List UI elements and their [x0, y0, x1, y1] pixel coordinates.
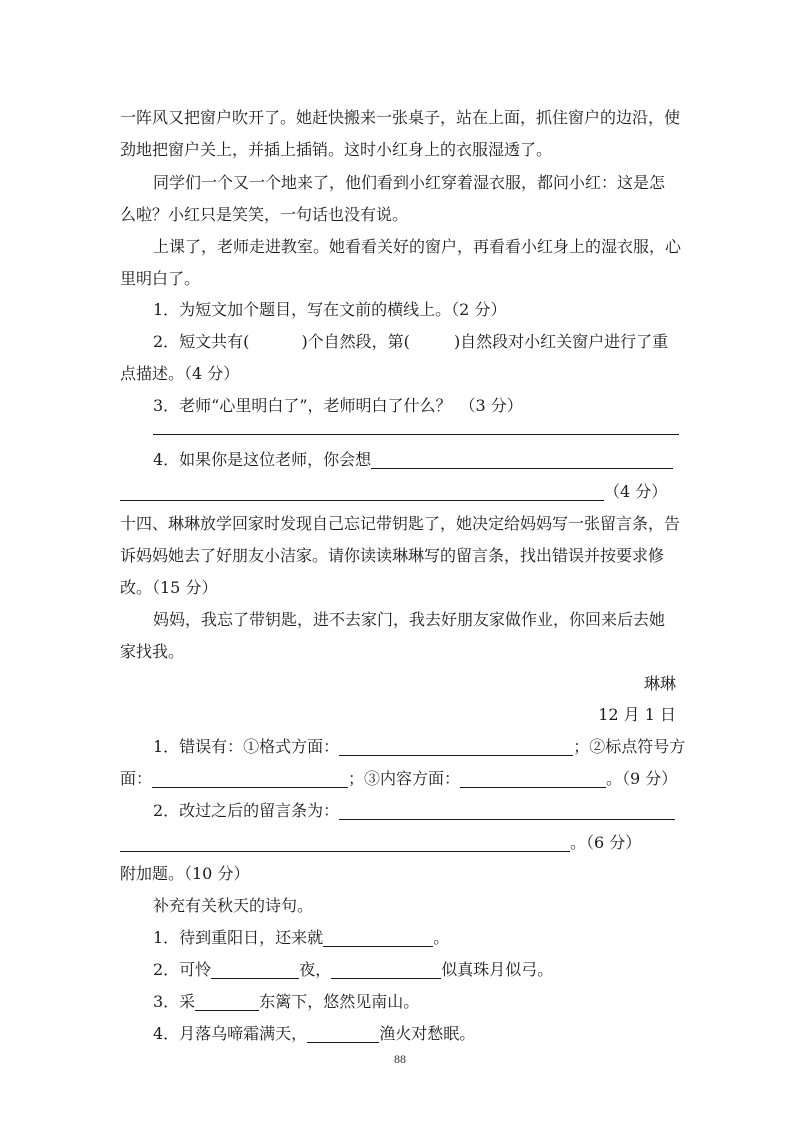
story-line: 上课了，老师走进教室。她看看关好的窗户，再看看小红身上的湿衣服，心 [153, 237, 682, 256]
question-text: 。（9 分） [606, 769, 678, 788]
poem-item [153, 1022, 475, 1046]
question-text: ；③内容方面： [348, 769, 461, 788]
question-prompt: 诉妈妈她去了好朋友小洁家。请你读读琳琳写的留言条，找出错误并按要求修 [120, 546, 665, 565]
poem-text: 。 [433, 928, 450, 947]
answer-blank[interactable] [211, 960, 299, 979]
answer-blank[interactable] [339, 737, 573, 756]
question-text: 1．错误有：①格式方面： [153, 737, 340, 756]
poem-text: 夜， [299, 960, 332, 979]
bonus-instruction: 补充有关秋天的诗句。 [153, 896, 314, 915]
answer-blank[interactable] [195, 992, 259, 1011]
note-date: 12 月 1 日 [598, 705, 676, 724]
note-signature: 琳琳 [643, 674, 676, 693]
poem-item [153, 990, 419, 1014]
answer-blank[interactable] [307, 1024, 379, 1043]
bonus-title: 附加题。（10 分） [120, 864, 250, 883]
note-text: 妈妈，我忘了带钥匙，进不去家门，我去好朋友家做作业，你回来后去她 [153, 610, 666, 629]
answer-blank[interactable] [371, 450, 673, 469]
poem-item [153, 958, 553, 982]
poem-text: 东篱下，悠然见南山。 [259, 992, 420, 1011]
question-item: 1．为短文加个题目，写在文前的横线上。（2 分） [153, 300, 507, 319]
question-item [120, 831, 641, 855]
question-text: 4．如果你是这位老师，你会想 [153, 450, 372, 469]
answer-blank[interactable] [120, 833, 570, 852]
question-item [153, 799, 675, 823]
poem-text: 似真珠月似弓。 [441, 960, 554, 979]
question-prompt: 十四、琳琳放学回家时发现自己忘记带钥匙了，她决定给妈妈写一张留言条，告 [120, 514, 681, 533]
answer-blank[interactable] [120, 482, 604, 501]
answer-line[interactable] [153, 410, 679, 435]
question-item [153, 448, 673, 472]
question-text: )个自然段，第( [301, 332, 410, 351]
question-item [153, 330, 668, 354]
story-line: 劲地把窗户关上，并插上插销。这时小红身上的衣服湿透了。 [120, 140, 553, 159]
answer-blank[interactable] [331, 960, 441, 979]
story-line: 里明白了。 [120, 269, 201, 288]
question-text: 2．短文共有( [153, 332, 250, 351]
poem-text: 1．待到重阳日，还来就 [153, 928, 324, 947]
question-text: )自然段对小红关窗户进行了重 [453, 332, 669, 351]
story-line: 一阵风又把窗户吹开了。她赶快搬来一张桌子，站在上面，抓住窗户的边沿，使 [120, 108, 681, 127]
question-item [153, 735, 685, 759]
poem-text: 3．采 [153, 992, 196, 1011]
question-item [120, 767, 677, 791]
page-number: 88 [394, 1052, 406, 1066]
note-text: 家找我。 [120, 642, 185, 661]
question-item: 点描述。（4 分） [120, 364, 240, 383]
poem-text: 2．可怜 [153, 960, 212, 979]
answer-blank[interactable] [323, 928, 433, 947]
poem-text: 4．月落乌啼霜满天， [153, 1024, 308, 1043]
score-label: （4 分） [604, 482, 668, 501]
answer-blank[interactable] [460, 769, 606, 788]
answer-blank[interactable] [152, 769, 348, 788]
question-item: 3．老师“心里明白了”，老师明白了什么？ （3 分） [153, 396, 523, 415]
story-line: 么啦？小红只是笑笑，一句话也没有说。 [120, 205, 409, 224]
score-label: 。（6 分） [570, 833, 642, 852]
poem-text: 渔火对愁眠。 [379, 1024, 476, 1043]
question-prompt: 改。（15 分） [120, 578, 218, 597]
question-text: 2．改过之后的留言条为： [153, 801, 340, 820]
answer-blank[interactable] [339, 801, 675, 820]
question-item [120, 480, 667, 504]
story-line: 同学们一个又一个地来了，他们看到小红穿着湿衣服，都问小红：这是怎 [153, 173, 666, 192]
question-text: 面： [120, 769, 153, 788]
poem-item [153, 926, 449, 950]
question-text: ；②标点符号方 [573, 737, 686, 756]
